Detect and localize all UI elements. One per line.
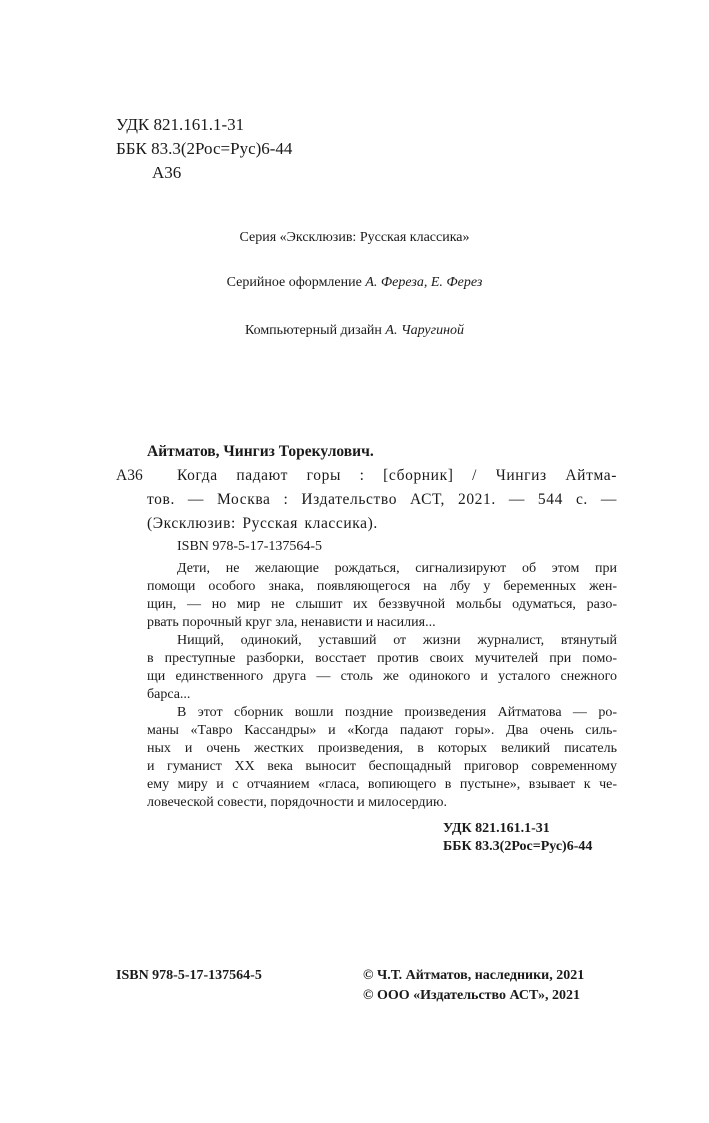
annotation-line: барса... [147, 687, 191, 702]
annotation-line: Дети, не желающие рождаться, сигнализируют об этом при [177, 561, 617, 576]
catalog-description-line: тов. — Москва : Издательство АСТ, 2021. — 544 с. — [147, 491, 617, 508]
copyright-publisher: © ООО «Издательство АСТ», 2021 [363, 988, 581, 1003]
bbk-code-bottom: ББК 83.3(2Рос=Рус)6-44 [443, 839, 593, 854]
computer-design-label: Компьютерный дизайн [244, 323, 386, 338]
computer-design-credit [0, 322, 709, 340]
author-mark: А36 [152, 163, 182, 182]
design-credit-names: А. Фереза, Е. Ферез [365, 275, 483, 290]
footer-isbn: ISBN 978-5-17-137564-5 [116, 968, 262, 983]
catalog-author-heading: Айтматов, Чингиз Торекулович. [147, 443, 374, 460]
annotation-line: и гуманист XX века выносит беспощадный приговор современному [147, 759, 617, 774]
catalog-description-line: Когда падают горы : [сборник] / Чингиз Айтма- [177, 467, 617, 484]
udk-code: УДК 821.161.1-31 [116, 115, 245, 134]
catalog-author-mark: А36 [116, 467, 143, 484]
annotation-line: щин, — но мир не слышит их беззвучной мольбы одуматься, разо- [147, 597, 617, 612]
annotation-line: ных и очень жестких произведения, в которых великий писатель [147, 741, 617, 756]
annotation-line: рвать порочный круг зла, ненависти и насилия... [147, 615, 436, 630]
annotation-line: щи единственного друга — столь же одинокого и усталого снежного [147, 669, 617, 684]
annotation-line: ему миру и с отчаянием «гласа, вопиющего в пустыне», взывает к че- [147, 777, 617, 792]
annotation-line: в преступные разборки, восстает против своих мучителей при помо- [147, 651, 617, 666]
annotation-line: помощи особого знака, появляющегося на лбу у беременных жен- [147, 579, 617, 594]
bbk-code: ББК 83.3(2Рос=Рус)6-44 [116, 139, 293, 158]
catalog-description-line: (Эксклюзив: Русская классика). [147, 515, 378, 532]
copyright-author: © Ч.Т. Айтматов, наследники, 2021 [363, 968, 585, 983]
udk-code-bottom: УДК 821.161.1-31 [443, 821, 550, 836]
annotation-line: Нищий, одинокий, уставший от жизни журналист, втянутый [177, 633, 617, 648]
design-credit-label: Серийное оформление [226, 275, 366, 290]
catalog-isbn: ISBN 978-5-17-137564-5 [177, 539, 323, 554]
design-credit [0, 274, 709, 292]
computer-design-name: А. Чаругиной [385, 323, 465, 338]
annotation-line: В этот сборник вошли поздние произведения Айтматова — ро- [177, 705, 617, 720]
series-credit: Серия «Эксклюзив: Русская классика» [239, 230, 470, 245]
annotation-line: ловеческой совести, порядочности и милосердию. [147, 795, 447, 810]
annotation-line: маны «Тавро Кассандры» и «Когда падают горы». Два очень силь- [147, 723, 617, 738]
